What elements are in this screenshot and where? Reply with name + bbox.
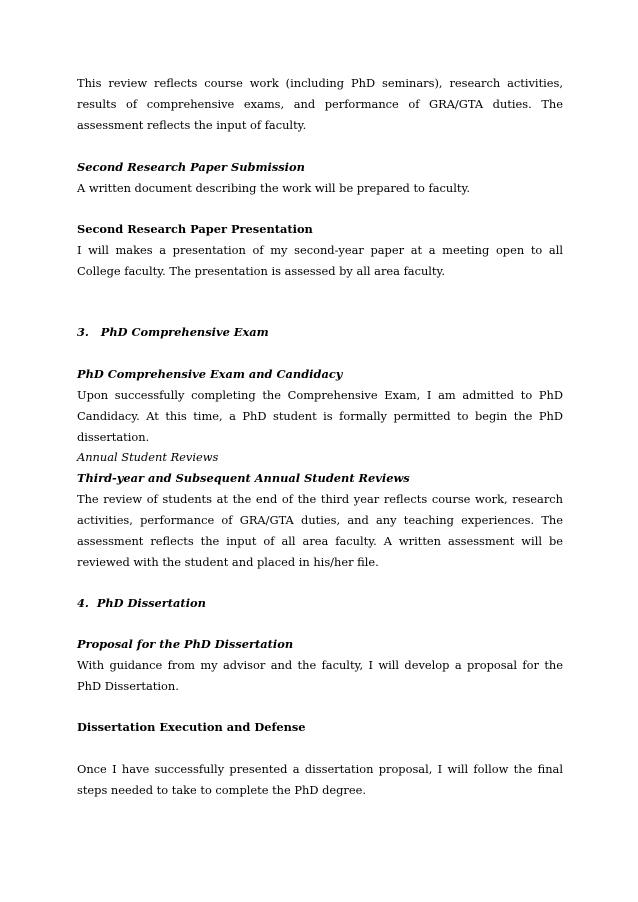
execution-body: Once I have successfully presented a dissertation proposal, I will follow the final steps needed to take to complete the PhD degree. [77, 762, 563, 797]
second-paper-submission-heading: Second Research Paper Submission [77, 160, 305, 174]
second-paper-submission-body: A written document describing the work will be prepared to faculty. [77, 181, 471, 195]
annual-reviews-body: The review of students at the end of the third year reflects course work, research activities, performance of GRA/GTA duties, and any teaching experiences. The assessment reflects the input of all area faculty. A written assessment will be reviewed with the student and placed in his/her file. [77, 492, 563, 569]
second-paper-presentation-body: I will makes a presentation of my second-year paper at a meeting open to all College faculty. The presentation is assessed by all area faculty. [77, 243, 563, 278]
section-4-heading: 4. PhD Dissertation [77, 596, 206, 610]
candidacy-heading: PhD Comprehensive Exam and Candidacy [77, 367, 343, 381]
second-paper-presentation-heading: Second Research Paper Presentation [77, 222, 313, 236]
proposal-body: With guidance from my advisor and the faculty, I will develop a proposal for the PhD Dissertation. [77, 658, 563, 693]
annual-reviews-label: Annual Student Reviews [77, 450, 219, 464]
execution-heading: Dissertation Execution and Defense [77, 720, 306, 734]
proposal-heading: Proposal for the PhD Dissertation [77, 637, 294, 651]
section-3-heading: 3. PhD Comprehensive Exam [77, 325, 269, 339]
candidacy-body: Upon successfully completing the Comprehensive Exam, I am admitted to PhD Candidacy. At this time, a PhD student is formally permitted to begin the PhD dissertation. [77, 388, 563, 444]
annual-reviews-heading: Third-year and Subsequent Annual Student Reviews [77, 471, 410, 485]
review-intro-paragraph: This review reflects course work (including PhD seminars), research activities, results of comprehensive exams, and performance of GRA/GTA duties. The assessment reflects the input of faculty. [77, 76, 563, 132]
